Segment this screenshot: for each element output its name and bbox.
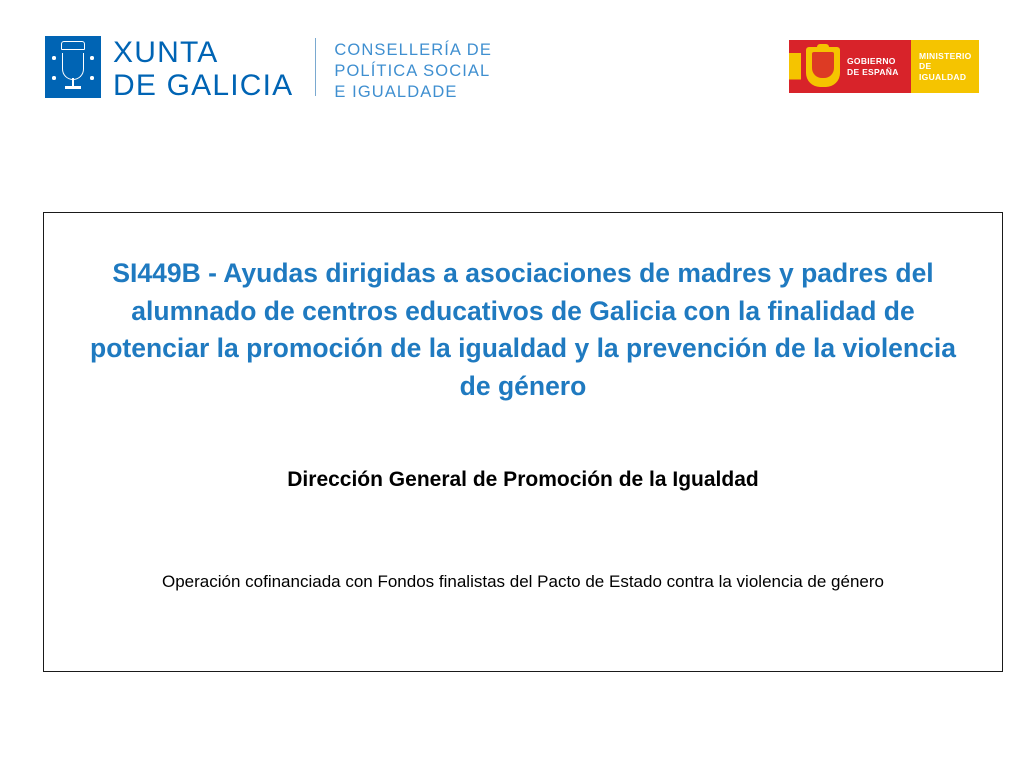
funding-footnote: Operación cofinanciada con Fondos finalistas del Pacto de Estado contra la violencia de género bbox=[161, 571, 884, 591]
chalice-shape bbox=[62, 53, 84, 80]
gobierno-block bbox=[789, 40, 911, 93]
slide-subtitle: Dirección General de Promoción de la Igualdad bbox=[287, 467, 759, 491]
spain-flag-icon bbox=[789, 40, 801, 93]
xunta-wordmark-line2: DE GALICIA bbox=[113, 69, 294, 102]
conselleria-line3: E IGUALDADE bbox=[334, 83, 458, 102]
gobierno-line1: GOBIERNO bbox=[847, 55, 896, 66]
page-header bbox=[0, 0, 1024, 130]
xunta-de-galicia-logo bbox=[45, 36, 492, 103]
page-title: SI449B - Ayudas dirigidas a asociaciones de madres y padres del alumnado de centros educativos de Galicia con la finalidad de potenciar la promoción de la igualdad y la prevención de la violencia de género bbox=[90, 258, 956, 401]
cross-dot bbox=[52, 76, 56, 80]
conselleria-wordmark bbox=[334, 36, 492, 103]
xunta-wordmark bbox=[113, 36, 293, 101]
slide-frame bbox=[43, 212, 1003, 672]
cross-dot bbox=[52, 56, 56, 60]
gobierno-wordmark bbox=[847, 56, 899, 77]
cross-dot bbox=[90, 56, 94, 60]
gobierno-de-espana-logo bbox=[789, 40, 979, 93]
spain-coat-of-arms-icon bbox=[806, 47, 840, 87]
ministerio-block bbox=[911, 40, 979, 93]
conselleria-line2: POLÍTICA SOCIAL bbox=[334, 62, 491, 81]
chalice-stem-shape bbox=[72, 78, 74, 86]
crown-shape bbox=[61, 41, 85, 50]
conselleria-line1: CONSELLERÍA DE bbox=[334, 41, 492, 59]
cross-dot bbox=[90, 76, 94, 80]
ministerio-line1: MINISTERIO bbox=[919, 50, 972, 61]
ministerio-line2: DE IGUALDAD bbox=[919, 61, 967, 82]
galicia-chalice-shield-icon bbox=[45, 36, 101, 98]
xunta-wordmark-line1: XUNTA bbox=[113, 36, 219, 69]
gobierno-line2: DE ESPAÑA bbox=[847, 66, 899, 77]
logo-divider bbox=[315, 38, 316, 96]
ministerio-wordmark bbox=[919, 51, 979, 83]
chalice-foot-shape bbox=[65, 86, 81, 89]
